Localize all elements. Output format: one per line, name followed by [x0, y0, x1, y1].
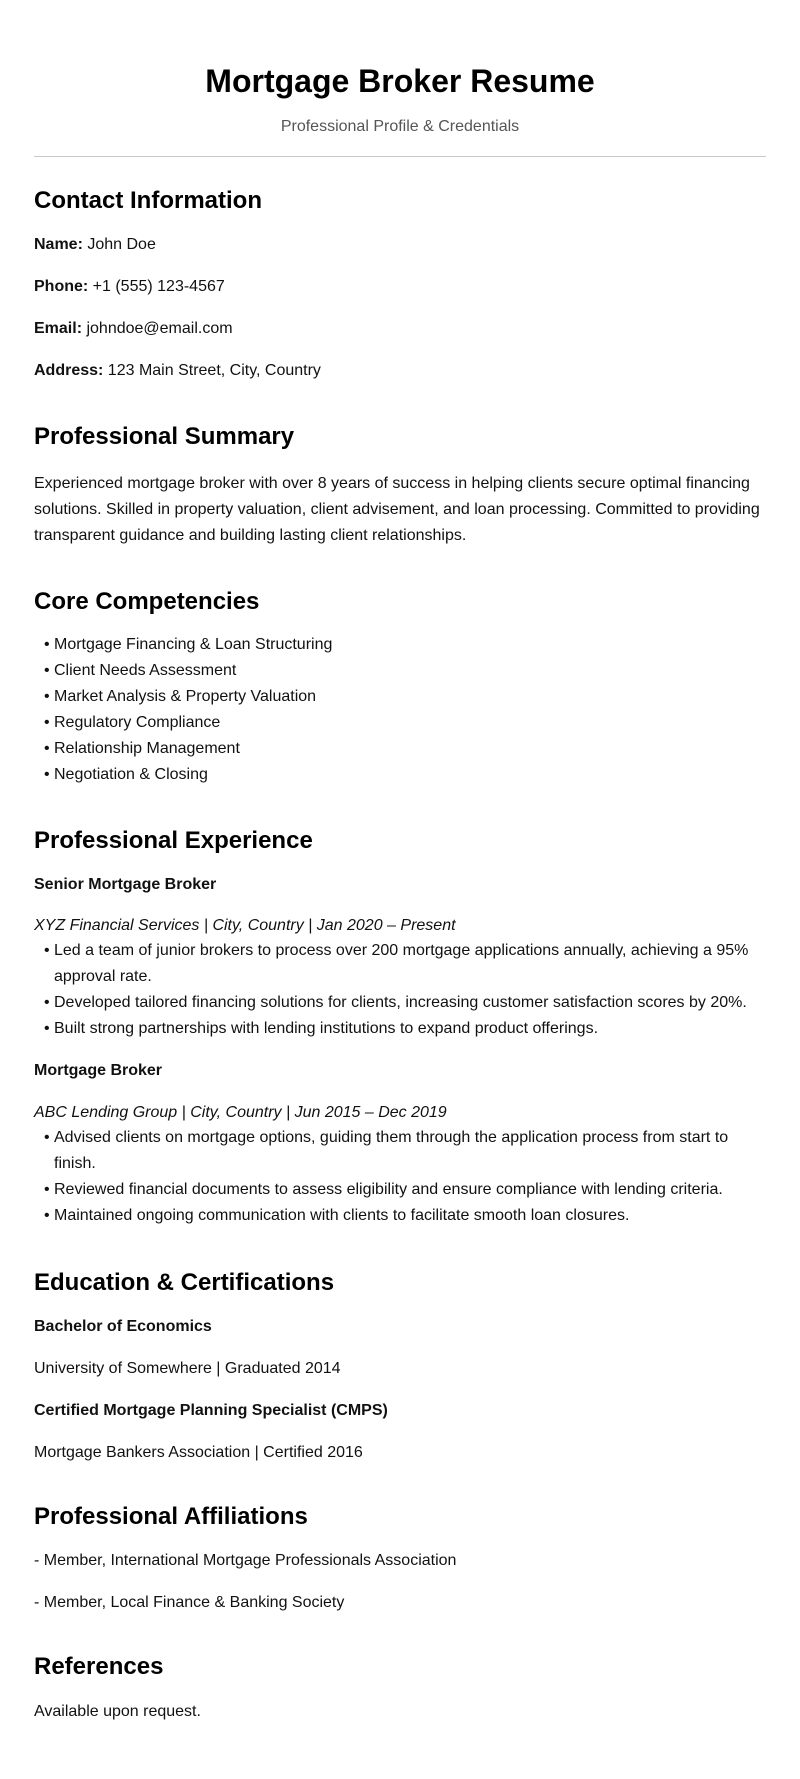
contact-phone-label: Phone:	[34, 278, 89, 295]
list-item: • Mortgage Financing & Loan Structuring	[44, 632, 766, 658]
education-entry	[34, 1317, 766, 1379]
education-detail: Mortgage Bankers Association | Certified 2016	[34, 1444, 363, 1461]
list-item: • Developed tailored financing solutions for clients, increasing customer satisfaction scores by 20%.	[44, 990, 766, 1016]
competencies-list	[44, 632, 766, 788]
job-entry	[34, 1061, 766, 1229]
education-title: Bachelor of Economics	[34, 1318, 212, 1335]
section-heading-affiliations: Professional Affiliations	[34, 1503, 308, 1530]
section-heading-summary: Professional Summary	[34, 423, 295, 450]
summary-section	[34, 423, 766, 549]
page-title: Mortgage Broker Resume	[205, 63, 595, 99]
contact-section	[34, 187, 766, 381]
contact-phone-value: +1 (555) 123-4567	[88, 278, 225, 295]
education-detail: University of Somewhere | Graduated 2014	[34, 1360, 341, 1377]
job-meta: XYZ Financial Services | City, Country | Jan 2020 – Present	[34, 917, 456, 934]
job-bullets	[44, 1125, 766, 1229]
references-text: Available upon request.	[34, 1703, 201, 1720]
section-heading-contact: Contact Information	[34, 187, 262, 214]
resume-header	[34, 0, 766, 157]
list-item: • Reviewed financial documents to assess eligibility and ensure compliance with lending criteria.	[44, 1177, 766, 1203]
section-heading-competencies: Core Competencies	[34, 588, 260, 615]
references-section	[34, 1653, 766, 1722]
contact-address-label: Address:	[34, 362, 104, 379]
contact-email	[34, 319, 766, 339]
competencies-section	[34, 588, 766, 788]
contact-address	[34, 361, 766, 381]
header-divider	[34, 156, 766, 157]
list-item: • Client Needs Assessment	[44, 658, 766, 684]
affiliation-item: - Member, International Mortgage Professionals Association	[34, 1552, 457, 1569]
job-entry	[34, 875, 766, 1042]
job-bullets	[44, 938, 766, 1042]
contact-name-label: Name:	[34, 236, 83, 253]
list-item: • Market Analysis & Property Valuation	[44, 684, 766, 710]
affiliation-item: - Member, Local Finance & Banking Society	[34, 1594, 345, 1611]
section-heading-education: Education & Certifications	[34, 1269, 335, 1296]
list-item: • Negotiation & Closing	[44, 762, 766, 788]
experience-section	[34, 827, 766, 1229]
section-heading-references: References	[34, 1653, 164, 1680]
list-item: • Led a team of junior brokers to process over 200 mortgage applications annually, achieving a 95% approval rate.	[44, 938, 766, 990]
summary-text: Experienced mortgage broker with over 8 years of success in helping clients secure optimal financing solutions. Skilled in property valuation, client advisement, and loan processing. Committed to providing transparent guidance and building lasting client relationships.	[34, 475, 760, 544]
contact-email-label: Email:	[34, 320, 83, 337]
contact-email-value: johndoe@email.com	[82, 320, 233, 337]
contact-name	[34, 235, 766, 255]
job-title: Mortgage Broker	[34, 1062, 163, 1079]
education-title: Certified Mortgage Planning Specialist (CMPS)	[34, 1402, 388, 1419]
contact-phone	[34, 277, 766, 297]
education-section	[34, 1269, 766, 1463]
contact-name-value: John Doe	[82, 236, 156, 253]
section-heading-experience: Professional Experience	[34, 827, 313, 854]
page-subtitle: Professional Profile & Credentials	[280, 118, 520, 135]
affiliations-section	[34, 1503, 766, 1613]
job-meta: ABC Lending Group | City, Country | Jun 2015 – Dec 2019	[34, 1104, 447, 1121]
list-item: • Advised clients on mortgage options, guiding them through the application process from start to finish.	[44, 1125, 766, 1177]
job-title: Senior Mortgage Broker	[34, 876, 217, 893]
list-item: • Built strong partnerships with lending institutions to expand product offerings.	[44, 1016, 766, 1042]
list-item: • Regulatory Compliance	[44, 710, 766, 736]
education-entry	[34, 1401, 766, 1463]
list-item: • Relationship Management	[44, 736, 766, 762]
list-item: • Maintained ongoing communication with clients to facilitate smooth loan closures.	[44, 1203, 766, 1229]
contact-address-value: 123 Main Street, City, Country	[103, 362, 321, 379]
